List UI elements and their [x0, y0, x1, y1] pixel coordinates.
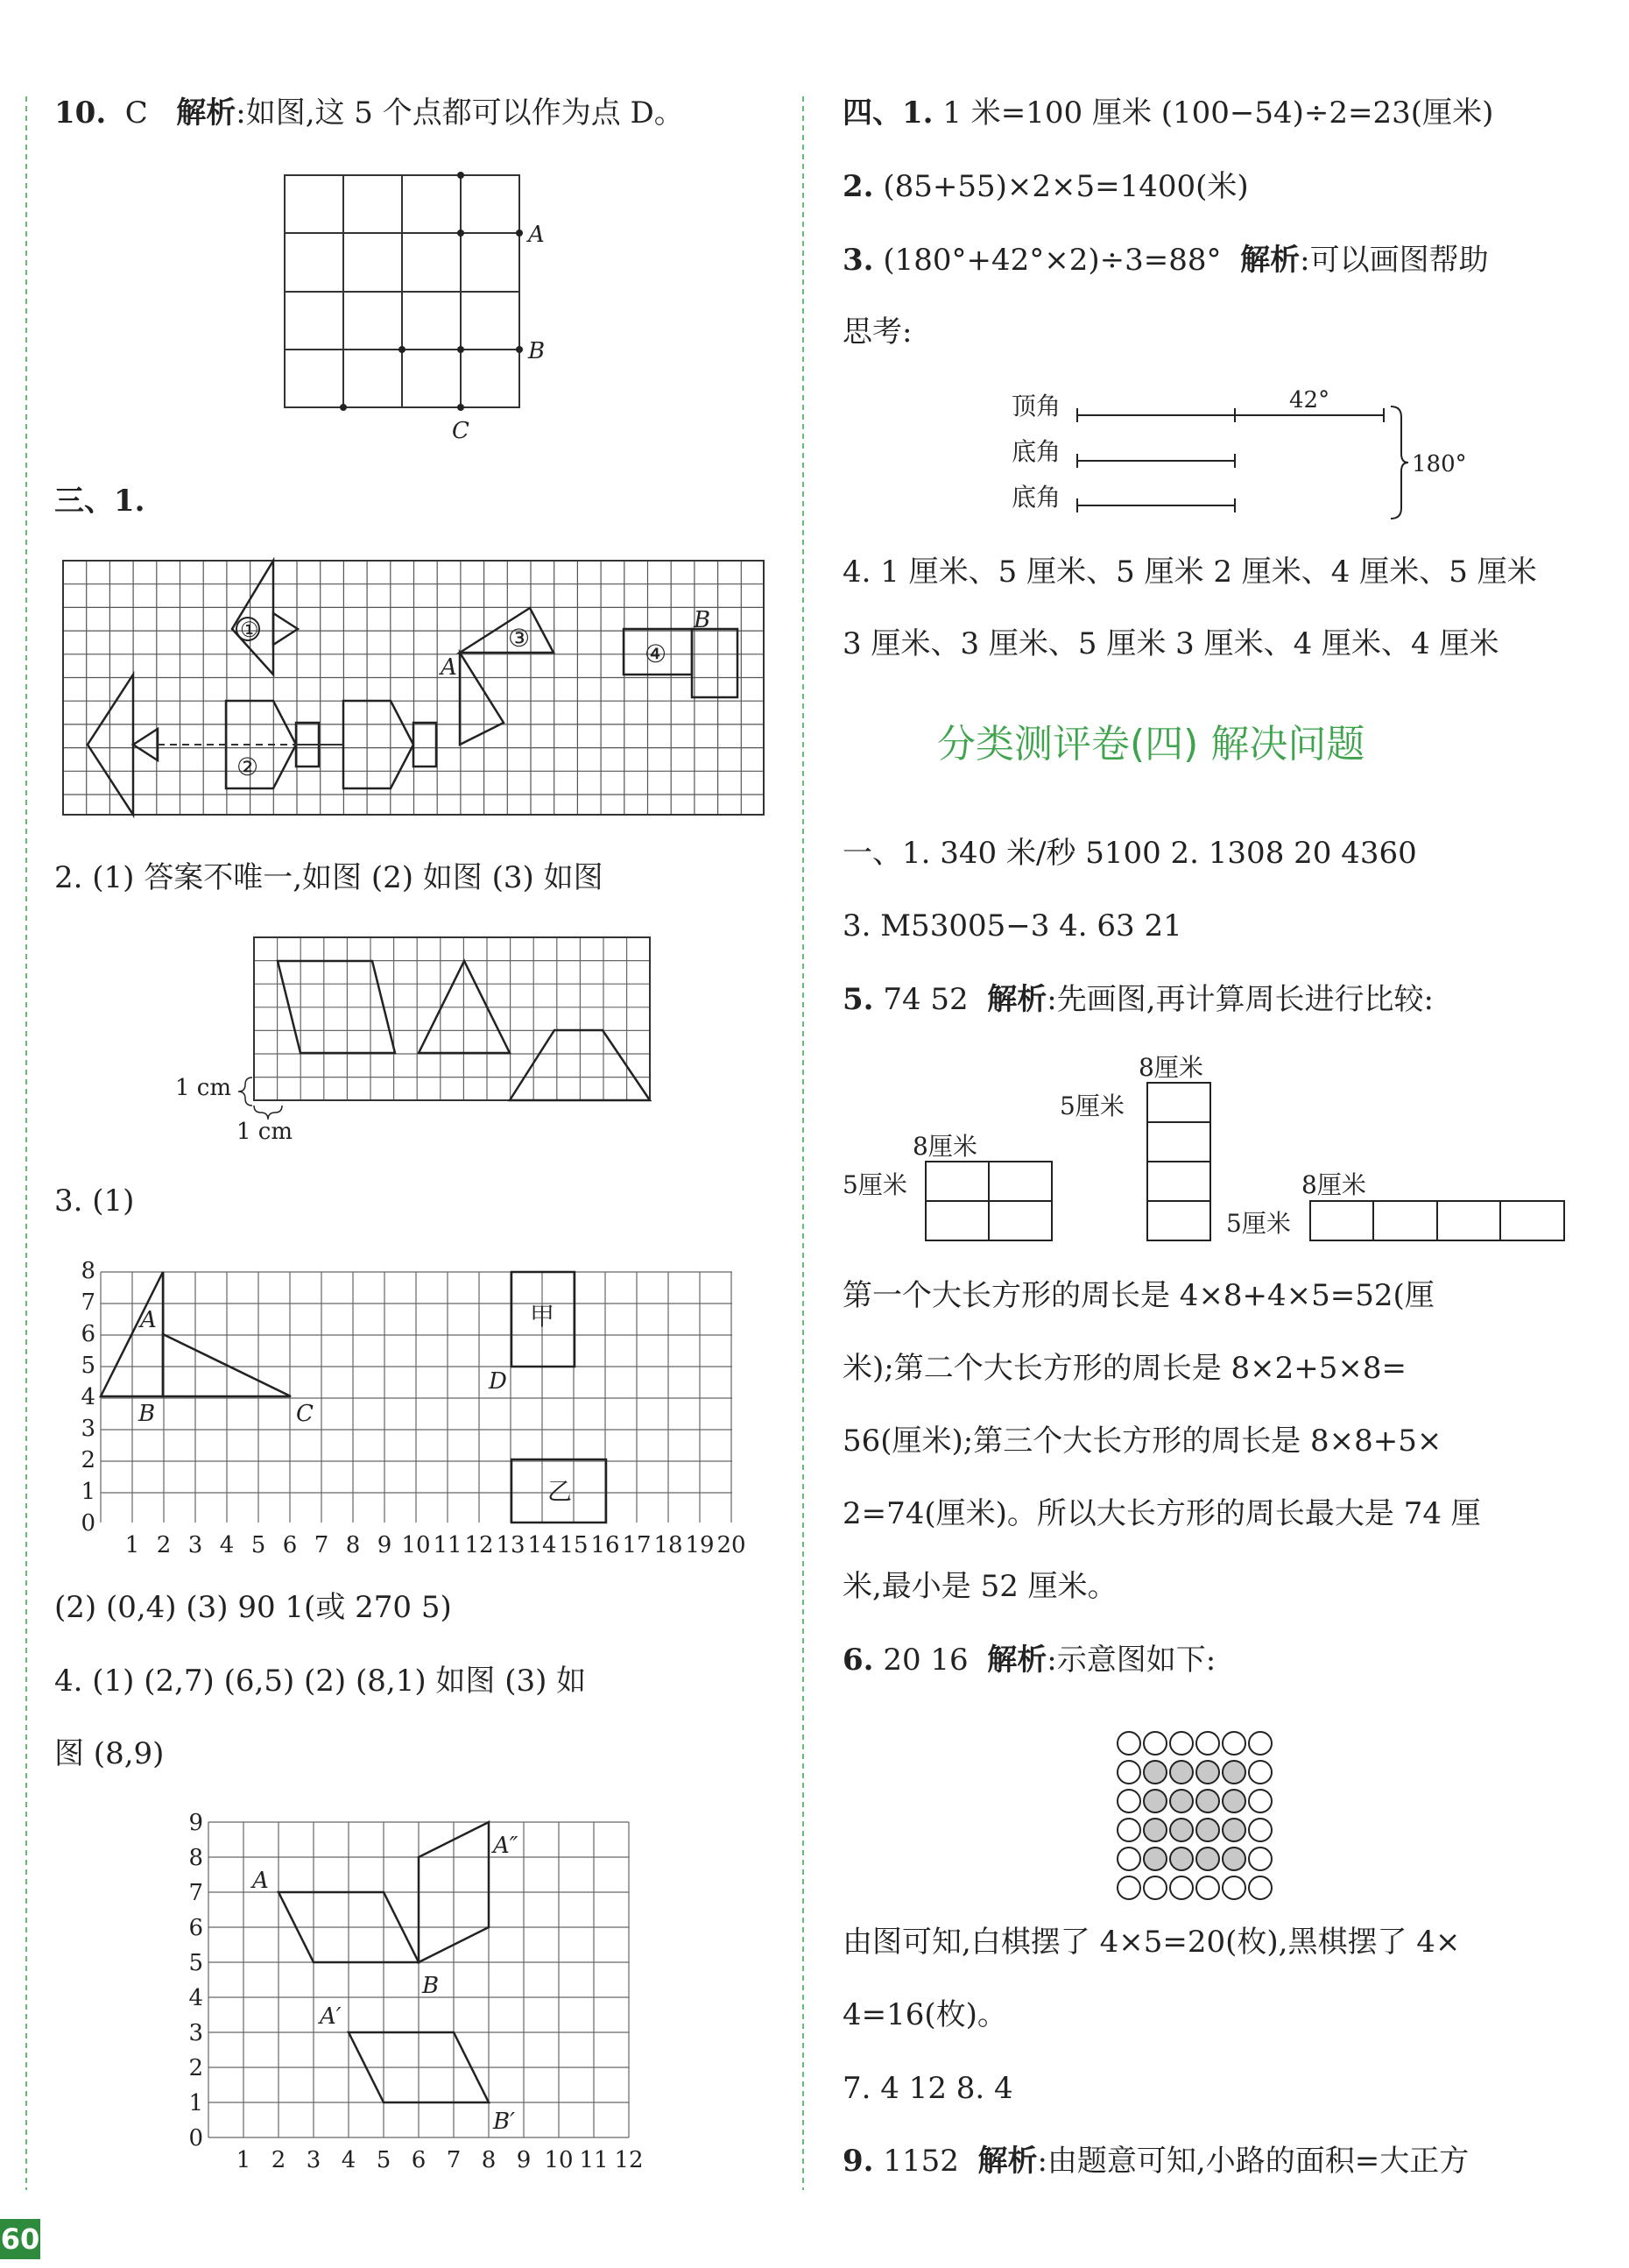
- white-piece: [1118, 1848, 1140, 1870]
- y-tick-label: 4: [81, 1384, 95, 1410]
- q5-text-3: 56(厘米);第三个大长方形的周长是 8×8+5×: [843, 1424, 1442, 1459]
- x-tick-label: 5: [250, 1532, 266, 1558]
- section-title: 分类测评卷(四) 解决问题: [937, 722, 1365, 767]
- q9-line: 9. 1152 解析:由题意可知,小路的面积=大正方: [843, 2144, 1470, 2179]
- y-tick-label: 2: [81, 1447, 95, 1473]
- x-tick-label: 12: [614, 2147, 644, 2173]
- rect2-height-label: 5厘米: [1060, 1092, 1125, 1120]
- q7-8-line: 7. 4 12 8. 4: [843, 2071, 1013, 2106]
- y-tick-label: 3: [188, 2020, 203, 2046]
- white-piece: [1196, 1732, 1219, 1755]
- y-tick-label: 6: [81, 1321, 95, 1347]
- angle-42-label: 42°: [1289, 387, 1330, 413]
- x-tick-label: 7: [446, 2147, 462, 2173]
- white-piece: [1170, 1876, 1193, 1899]
- white-piece: [1118, 1790, 1140, 1812]
- point-c-label: C: [452, 418, 469, 444]
- base-angle-1-label: 底角: [1012, 437, 1061, 466]
- x-tick-label: 17: [622, 1532, 652, 1558]
- point-b-label: B: [694, 607, 711, 633]
- y-tick-label: 5: [81, 1353, 95, 1379]
- q4-line2: 图 (8,9): [54, 1736, 165, 1771]
- x-tick-label: 1: [124, 1532, 140, 1558]
- y-tick-label: 6: [188, 1915, 203, 1941]
- x-tick-label: 6: [282, 1532, 298, 1558]
- shape3-label: ③: [508, 624, 531, 653]
- y-tick-label: 2: [188, 2055, 203, 2081]
- white-piece: [1118, 1732, 1140, 1755]
- section3-head: 三、1.: [54, 484, 145, 519]
- rect1-height-label: 5厘米: [843, 1170, 907, 1199]
- rect-jia-label: 甲: [530, 1302, 555, 1331]
- black-piece: [1170, 1819, 1193, 1841]
- x-tick-label: 3: [187, 1532, 203, 1558]
- x-tick-label: 20: [716, 1532, 746, 1558]
- x-tick-label: 14: [527, 1532, 557, 1558]
- black-piece: [1196, 1848, 1219, 1870]
- x-tick-label: 18: [653, 1532, 683, 1558]
- rect-yi-label: 乙: [547, 1477, 573, 1506]
- s4-q1: 四、1. 1 米=100 厘米 (100−54)÷2=23(厘米): [843, 95, 1494, 131]
- rect2-width-label: 8厘米: [1139, 1053, 1203, 1082]
- x-tick-label: 11: [433, 1532, 462, 1558]
- y-tick-label: 0: [81, 1510, 95, 1537]
- s4-q2: 2. (85+55)×2×5=1400(米): [843, 169, 1249, 204]
- y-tick-label: 9: [188, 1810, 203, 1836]
- y-tick-label: 7: [81, 1289, 95, 1316]
- x-tick-label: 9: [377, 1532, 392, 1558]
- rect3-height-label: 5厘米: [1226, 1209, 1291, 1238]
- black-piece: [1196, 1790, 1219, 1812]
- q3-line: 3. (1): [54, 1183, 135, 1219]
- point-d-label: D: [489, 1368, 507, 1395]
- black-piece: [1144, 1761, 1167, 1784]
- point-a-label: A: [528, 222, 545, 248]
- white-piece: [1144, 1876, 1167, 1899]
- unit-label-v: 1 cm: [175, 1075, 232, 1101]
- y-tick-label: 8: [188, 1845, 203, 1871]
- x-tick-label: 6: [411, 2147, 427, 2173]
- black-piece: [1144, 1819, 1167, 1841]
- white-piece: [1118, 1876, 1140, 1899]
- x-tick-label: 1: [236, 2147, 251, 2173]
- shape4-label: ④: [645, 639, 667, 668]
- q6-text-1: 由图可知,白棋摆了 4×5=20(枚),黑棋摆了 4×: [843, 1925, 1461, 1960]
- q5-text-4: 2=74(厘米)。所以大长方形的周长最大是 74 厘: [843, 1496, 1481, 1531]
- y-tick-label: 5: [188, 1950, 203, 1976]
- y-tick-label: 1: [188, 2090, 203, 2116]
- q5-text-2: 米);第二个大长方形的周长是 8×2+5×8=: [843, 1351, 1407, 1386]
- black-piece: [1196, 1761, 1219, 1784]
- q5-line: 5. 74 52 解析:先画图,再计算周长进行比较:: [843, 982, 1434, 1017]
- q2-line: 2. (1) 答案不唯一,如图 (2) 如图 (3) 如图: [54, 860, 603, 895]
- point-b-label: B: [422, 1973, 440, 1999]
- x-tick-label: 8: [345, 1532, 361, 1558]
- y-tick-label: 4: [188, 1985, 203, 2011]
- point-a-label: A: [441, 654, 457, 681]
- white-piece: [1118, 1819, 1140, 1841]
- q6-text-2: 4=16(枚)。: [843, 1997, 1007, 2032]
- q3-4-line: 3. M53005−3 4. 63 21: [843, 908, 1182, 943]
- black-piece: [1170, 1790, 1193, 1812]
- point-b-label: B: [528, 338, 546, 364]
- q3b-line: (2) (0,4) (3) 90 1(或 270 5): [54, 1590, 452, 1625]
- base-angle-2-label: 底角: [1012, 483, 1061, 512]
- y-tick-label: 1: [81, 1479, 95, 1505]
- x-tick-label: 19: [685, 1532, 715, 1558]
- s4-q3-line2: 思考:: [843, 314, 913, 350]
- point-b1-label: B′: [493, 2109, 516, 2135]
- x-tick-label: 10: [401, 1532, 431, 1558]
- white-piece: [1170, 1732, 1193, 1755]
- white-piece: [1223, 1732, 1245, 1755]
- black-piece: [1144, 1790, 1167, 1812]
- white-piece: [1118, 1761, 1140, 1784]
- white-piece: [1249, 1790, 1272, 1812]
- x-tick-label: 2: [271, 2147, 286, 2173]
- white-piece: [1223, 1876, 1245, 1899]
- x-tick-label: 4: [341, 2147, 356, 2173]
- x-tick-label: 5: [376, 2147, 391, 2173]
- s4-q4-line1: 4. 1 厘米、5 厘米、5 厘米 2 厘米、4 厘米、5 厘米: [843, 555, 1537, 590]
- white-piece: [1249, 1876, 1272, 1899]
- top-angle-label: 顶角: [1012, 392, 1061, 420]
- angle-180-label: 180°: [1412, 451, 1467, 477]
- x-tick-label: 12: [464, 1532, 494, 1558]
- rect1-width-label: 8厘米: [913, 1132, 977, 1161]
- x-tick-label: 8: [481, 2147, 497, 2173]
- point-c-label: C: [296, 1401, 314, 1427]
- black-piece: [1170, 1761, 1193, 1784]
- x-tick-label: 7: [314, 1532, 329, 1558]
- white-piece: [1249, 1819, 1272, 1841]
- q5-text-1: 第一个大长方形的周长是 4×8+4×5=52(厘: [843, 1278, 1435, 1313]
- black-piece: [1223, 1848, 1245, 1870]
- s4-q4-line2: 3 厘米、3 厘米、5 厘米 3 厘米、4 厘米、4 厘米: [843, 626, 1499, 661]
- q1-line: 一、1. 340 米/秒 5100 2. 1308 20 4360: [843, 836, 1417, 871]
- x-tick-label: 2: [156, 1532, 172, 1558]
- x-tick-label: 13: [496, 1532, 525, 1558]
- rect3-width-label: 8厘米: [1301, 1170, 1366, 1199]
- white-piece: [1249, 1848, 1272, 1870]
- q5-text-5: 米,最小是 52 厘米。: [843, 1569, 1118, 1604]
- x-tick-label: 15: [559, 1532, 589, 1558]
- shape1-label: ①: [240, 618, 259, 642]
- point-a2-label: A″: [493, 1833, 518, 1859]
- y-tick-label: 3: [81, 1416, 95, 1442]
- y-tick-label: 7: [188, 1880, 203, 1906]
- x-tick-label: 11: [579, 2147, 609, 2173]
- x-tick-label: 9: [516, 2147, 532, 2173]
- unit-label-h: 1 cm: [236, 1119, 293, 1145]
- y-tick-label: 8: [81, 1258, 95, 1284]
- q6-line: 6. 20 16 解析:示意图如下:: [843, 1643, 1216, 1678]
- q10-line: 10. C 解析:如图,这 5 个点都可以作为点 D。: [54, 95, 684, 131]
- point-b-label: B: [138, 1401, 156, 1427]
- x-tick-label: 10: [544, 2147, 574, 2173]
- black-piece: [1144, 1848, 1167, 1870]
- black-piece: [1223, 1819, 1245, 1841]
- shape2-label: ②: [236, 752, 259, 781]
- y-tick-label: 0: [188, 2125, 203, 2151]
- white-piece: [1196, 1876, 1219, 1899]
- page-number: 60: [0, 2219, 40, 2259]
- black-piece: [1223, 1761, 1245, 1784]
- point-a-label: A: [252, 1868, 269, 1894]
- point-a1-label: A′: [320, 2003, 342, 2030]
- black-piece: [1223, 1790, 1245, 1812]
- x-tick-label: 16: [590, 1532, 620, 1558]
- black-piece: [1170, 1848, 1193, 1870]
- point-a-label: A: [140, 1307, 157, 1333]
- q4-line1: 4. (1) (2,7) (6,5) (2) (8,1) 如图 (3) 如: [54, 1664, 587, 1699]
- white-piece: [1249, 1761, 1272, 1784]
- x-tick-label: 3: [306, 2147, 321, 2173]
- s4-q3: 3. (180°+42°×2)÷3=88° 解析:可以画图帮助: [843, 243, 1489, 278]
- white-piece: [1144, 1732, 1167, 1755]
- white-piece: [1249, 1732, 1272, 1755]
- black-piece: [1196, 1819, 1219, 1841]
- x-tick-label: 4: [219, 1532, 235, 1558]
